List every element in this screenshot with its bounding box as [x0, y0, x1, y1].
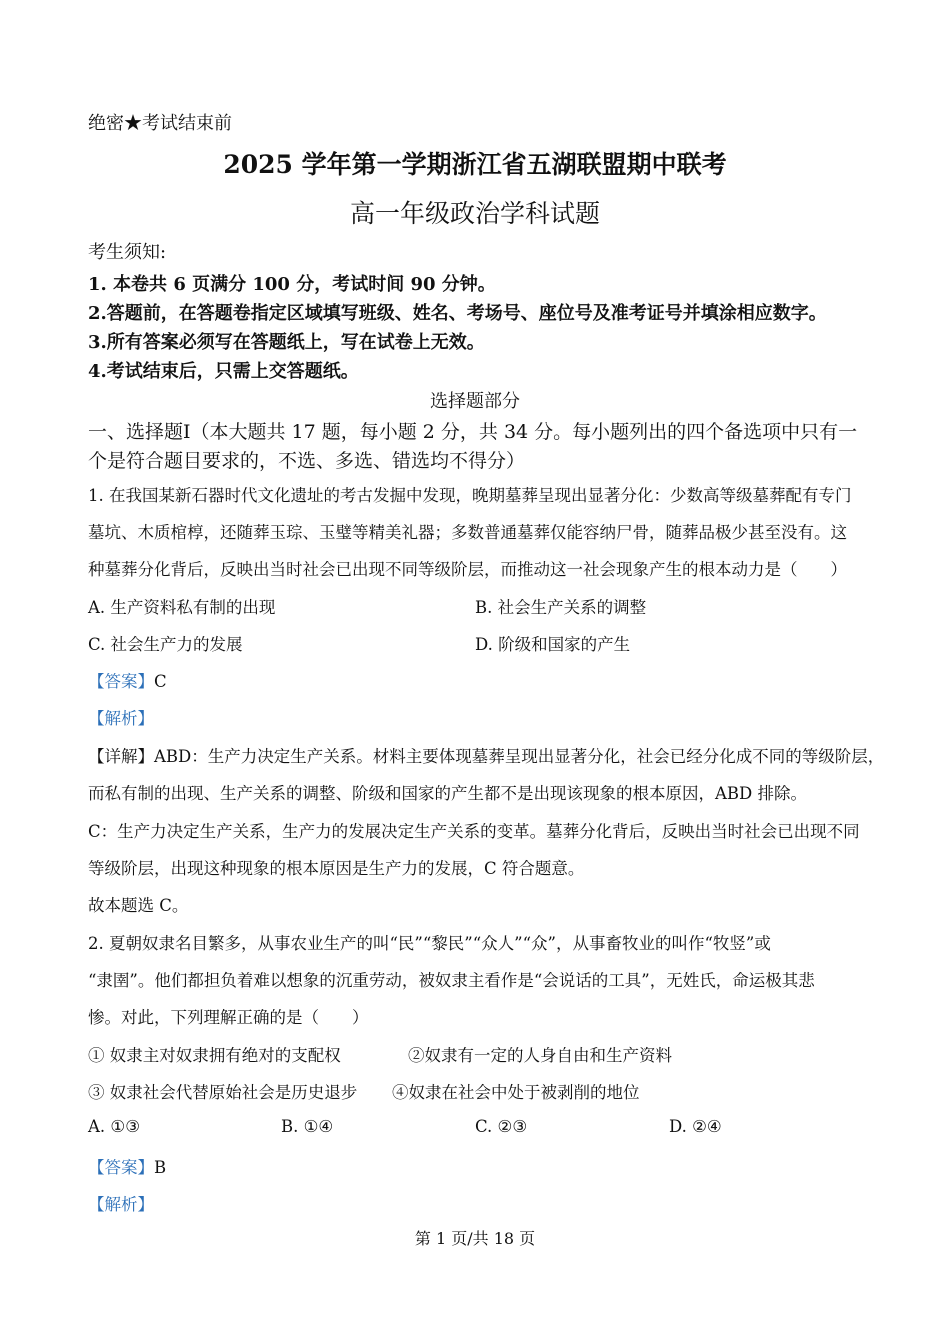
question-1-text: 种墓葬分化背后，反映出当时社会已出现不同等级阶层，而推动这一社会现象产生的根本动力是（ ） — [88, 560, 847, 579]
detail-tag: 【详解】 — [88, 747, 154, 766]
question-2-text: 2. 夏朝奴隶名目繁多，从事农业生产的叫“民”“黎民”“众人”“众”，从事畜牧业的叫作“牧竖”或 — [88, 934, 771, 953]
detail-text: ABD：生产力决定生产关系。材料主要体现墓葬呈现出显著分化，社会已经分化成不同的等级阶层， — [154, 747, 885, 766]
q1-conclusion: 故本题选 C。 — [88, 896, 189, 915]
answer-tag: 【答案】 — [88, 1158, 154, 1177]
q1-option-d: D. 阶级和国家的产生 — [475, 635, 631, 654]
notice-heading: 考生须知: — [88, 242, 167, 263]
part-title: 选择题部分 — [430, 391, 520, 412]
question-1-text: 墓坑、木质棺椁，还随葬玉琮、玉璧等精美礼器；多数普通墓葬仅能容纳尸骨，随葬品极少甚至没有。这 — [88, 523, 847, 542]
q2-statement-4: ④奴隶在社会中处于被剥削的地位 — [392, 1083, 640, 1102]
q2-statement-1: ① 奴隶主对奴隶拥有绝对的支配权 — [88, 1046, 341, 1065]
q2-option-c: C. ②③ — [475, 1117, 528, 1136]
answer-value: B — [154, 1158, 167, 1177]
q1-detail-text: 而私有制的出现、生产关系的调整、阶级和国家的产生都不是出现该现象的根本原因，ABD 排除。 — [88, 784, 808, 803]
section-instructions: 一、选择题Ⅰ（本大题共 17 题，每小题 2 分，共 34 分。每小题列出的四个备选项中只有一 — [88, 421, 858, 443]
q1-detail-text: 等级阶层，出现这种现象的根本原因是生产力的发展，C 符合题意。 — [88, 859, 585, 878]
q1-answer — [88, 668, 167, 692]
q2-option-a: A. ①③ — [88, 1117, 140, 1136]
q2-statement-3: ③ 奴隶社会代替原始社会是历史退步 — [88, 1083, 358, 1102]
page-footer: 第 1 页/共 18 页 — [414, 1229, 536, 1248]
exam-subtitle: 高一年级政治学科试题 — [349, 199, 600, 228]
question-2-text: 惨。对此，下列理解正确的是（ ） — [88, 1008, 369, 1027]
notice-item: 1. 本卷共 6 页满分 100 分，考试时间 90 分钟。 — [88, 274, 496, 295]
q1-option-c: C. 社会生产力的发展 — [88, 635, 243, 654]
analysis-tag: 【解析】 — [88, 709, 154, 728]
question-2-text: “隶圉”。他们都担负着难以想象的沉重劳动，被奴隶主看作是“会说话的工具”，无姓氏，命运极其悲 — [88, 971, 815, 990]
section-instructions: 个是符合题目要求的，不选、多选、错选均不得分） — [88, 450, 526, 472]
answer-value: C — [154, 672, 167, 691]
notice-item: 3.所有答案必须写在答题纸上，写在试卷上无效。 — [88, 332, 485, 353]
q1-analysis-tag — [88, 705, 154, 729]
q1-option-b: B. 社会生产关系的调整 — [475, 598, 647, 617]
q2-analysis-tag — [88, 1191, 154, 1215]
q2-statement-2: ②奴隶有一定的人身自由和生产资料 — [408, 1046, 672, 1065]
q1-detail-text: C：生产力决定生产关系，生产力的发展决定生产关系的变革。墓葬分化背后，反映出当时社会已出现不同 — [88, 822, 860, 841]
q2-option-d: D. ②④ — [669, 1117, 722, 1136]
q1-option-a: A. 生产资料私有制的出现 — [88, 598, 276, 617]
q2-option-b: B. ①④ — [281, 1117, 334, 1136]
secrecy-label: 绝密★考试结束前 — [88, 113, 232, 134]
analysis-tag: 【解析】 — [88, 1195, 154, 1214]
notice-item: 2.答题前，在答题卷指定区域填写班级、姓名、考场号、座位号及准考证号并填涂相应数字。 — [88, 303, 827, 324]
exam-title: 2025 学年第一学期浙江省五湖联盟期中联考 — [223, 150, 727, 179]
notice-item: 4.考试结束后，只需上交答题纸。 — [88, 361, 359, 382]
q2-answer — [88, 1154, 166, 1178]
q1-detail — [88, 743, 884, 767]
answer-tag: 【答案】 — [88, 672, 154, 691]
question-1-text: 1. 在我国某新石器时代文化遗址的考古发掘中发现，晚期墓葬呈现出显著分化：少数高等级墓葬配有专门 — [88, 486, 852, 505]
